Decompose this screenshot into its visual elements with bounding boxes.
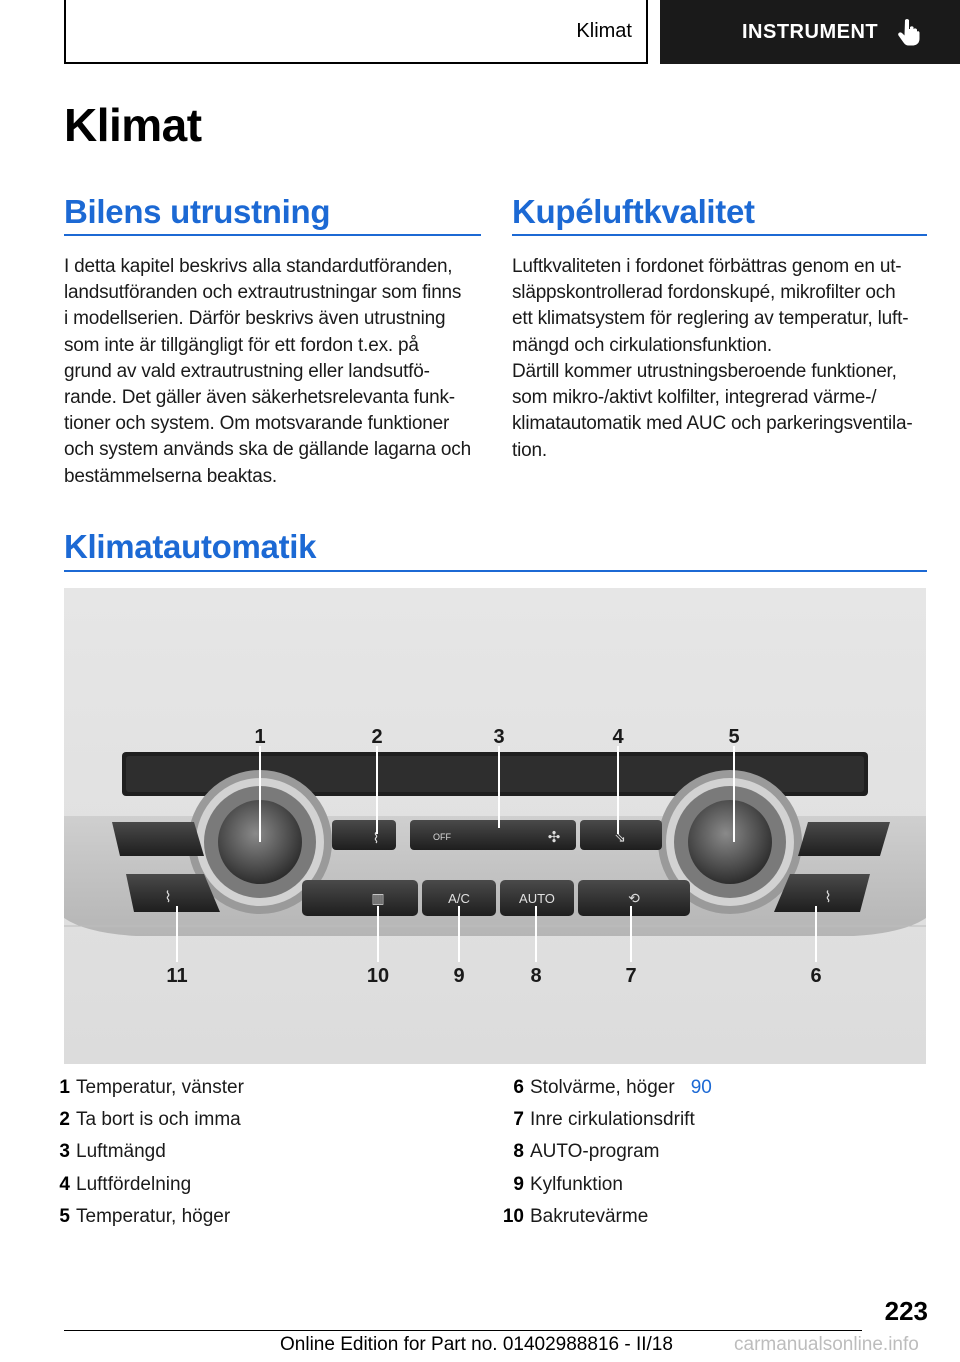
callout-number: 4 (612, 726, 624, 748)
page-title: Klimat (64, 99, 202, 151)
callout-number: 9 (453, 965, 465, 987)
paragraph-kupeluftkvalitet-1 (512, 254, 932, 359)
watermark: carmanualsonline.info (734, 1334, 919, 1355)
legend-item: 5 Temperatur, höger (59, 1205, 231, 1227)
svg-text:✣: ✣ (547, 828, 561, 846)
footer-text: Online Edition for Part no. 01402988816 - II/18 (280, 1334, 673, 1355)
svg-text:⟲: ⟲ (628, 891, 640, 907)
text-line: som inte är tillgängligt för ett fordon t.ex. på (64, 334, 419, 356)
svg-text:⇘: ⇘ (614, 830, 626, 846)
text-line: tion. (512, 439, 547, 461)
text-line: tioner och system. Om motsvarande funktioner (64, 413, 450, 435)
legend-right (494, 1072, 712, 1233)
climate-panel-illustration (64, 588, 926, 1064)
callout-number: 10 (366, 965, 390, 987)
text-line: mängd och cirkulationsfunktion. (512, 334, 772, 356)
section-rule (64, 570, 927, 572)
text-line: Luftkvaliteten i fordonet förbättras genom en ut- (512, 256, 902, 277)
header-chapter-tab (660, 0, 960, 64)
fan-off-label: OFF (433, 832, 451, 842)
text-line: bestämmelserna beaktas. (64, 465, 277, 487)
legend-item: 1 Temperatur, vänster (59, 1077, 244, 1098)
section-rule (512, 234, 927, 236)
section-title-klimatautomatik: Klimatautomatik (64, 528, 317, 565)
callout-number: 3 (493, 726, 505, 748)
legend-item: 9 Kylfunktion (513, 1173, 623, 1195)
svg-text:⌇: ⌇ (824, 888, 832, 906)
text-line: som mikro-/aktivt kolfilter, integrerad värme-/ (512, 387, 877, 409)
header-section-label: Klimat (576, 19, 632, 42)
auto-label: AUTO (519, 891, 555, 906)
callout-number: 7 (625, 965, 637, 987)
text-line: släppskontrollerad fordonskupé, mikrofilter och (512, 282, 896, 304)
callout-number: 8 (530, 965, 542, 987)
section-rule (64, 234, 481, 236)
svg-text:▥: ▥ (371, 891, 385, 907)
legend-item: 6 Stolvärme, höger 90 (494, 1072, 712, 1104)
callout-number: 1 (254, 726, 266, 748)
legend-item: 4 Luftfördelning (59, 1173, 192, 1195)
section-title-bilens-utrustning: Bilens utrustning (64, 193, 331, 230)
page-number: 223 (884, 1296, 928, 1326)
text-line: Därtill kommer utrustningsberoende funktioner, (512, 361, 897, 382)
text-line: ett klimatsystem för reglering av temperatur, luft- (512, 308, 909, 330)
text-line: i modellserien. Därför beskrivs även utrustning (64, 308, 446, 330)
hand-pointer-icon (898, 18, 920, 46)
paragraph-kupeluftkvalitet-2 (512, 359, 932, 464)
callout-number: 11 (166, 965, 188, 987)
ac-label: A/C (448, 891, 470, 906)
text-line: I detta kapitel beskrivs alla standardutföranden, (64, 256, 453, 277)
callout-number: 6 (810, 965, 822, 987)
header-chapter-label: INSTRUMENT (742, 20, 879, 43)
svg-text:⌇: ⌇ (164, 888, 172, 906)
footer-rule (64, 1330, 862, 1331)
text-line: klimatautomatik med AUC och parkeringsventila- (512, 413, 913, 435)
svg-text:⌇: ⌇ (372, 831, 380, 847)
paragraph-bilens-utrustning (64, 254, 484, 490)
text-line: rande. Det gäller även säkerhetsrelevanta funk- (64, 387, 455, 409)
callout-number: 2 (371, 726, 383, 748)
legend-item: 10 Bakrutevärme (502, 1205, 649, 1227)
legend-item: 7 Inre cirkulationsdrift (513, 1109, 695, 1131)
page-reference-link[interactable]: 90 (690, 1077, 712, 1098)
legend-left (40, 1072, 244, 1233)
text-line: och system används ska de gällande lagarna och (64, 439, 471, 461)
legend-item: 2 Ta bort is och imma (59, 1109, 241, 1131)
text-line: grund av vald extrautrustning eller landsutfö- (64, 360, 430, 382)
text-line: landsutföranden och extrautrustningar som finns (64, 282, 462, 304)
climate-panel-figure (64, 588, 926, 1064)
legend-item: 3 Luftmängd (59, 1141, 166, 1163)
header-section-tab (64, 0, 648, 64)
callout-number: 5 (728, 726, 740, 748)
section-title-kupeluftkvalitet: Kupéluftkvalitet (512, 193, 755, 230)
legend-item: 8 AUTO-program (513, 1141, 660, 1163)
